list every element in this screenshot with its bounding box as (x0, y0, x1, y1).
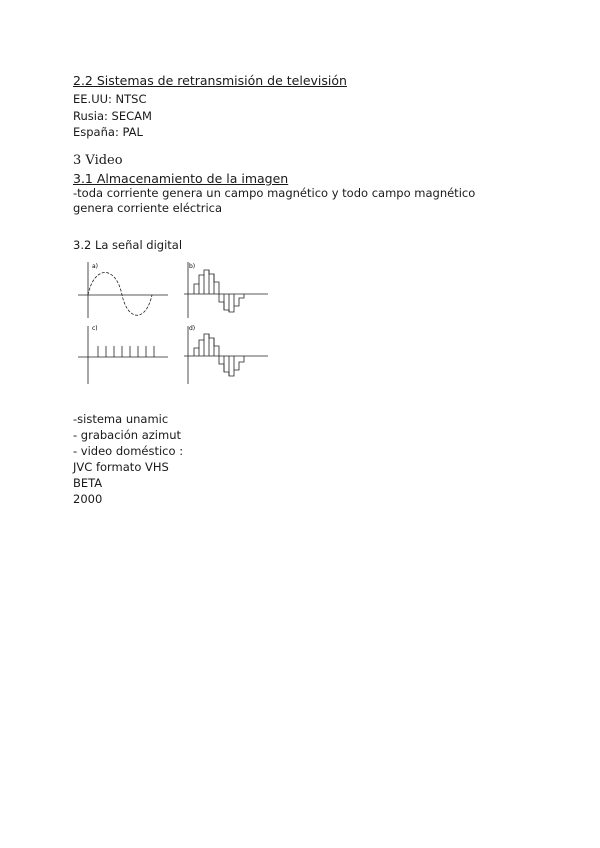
panel-b-steps (194, 270, 244, 312)
note-beta: BETA (73, 476, 103, 490)
tv-system-usa: EE.UU: NTSC (73, 92, 147, 106)
note-jvc-vhs: JVC formato VHS (73, 460, 169, 474)
panel-d (184, 326, 268, 384)
panel-a-label: a) (92, 263, 99, 270)
panel-d-bars (194, 334, 244, 376)
note-2000: 2000 (73, 492, 103, 506)
note-grabacion-azimut: - grabación azimut (73, 428, 182, 442)
panel-a-sine-wave (88, 273, 152, 316)
section-3-2-heading: 3.2 La señal digital (73, 238, 183, 252)
section-3-1-text: -toda corriente genera un campo magnético y todo campo magnético genera corriente eléctrica (73, 186, 476, 215)
note-video-domestico: - video doméstico : (73, 444, 184, 458)
panel-b (184, 262, 268, 318)
panel-c (78, 326, 168, 384)
section-3-1-heading: 3.1 Almacenamiento de la imagen (73, 171, 289, 186)
section-3-heading: 3 Video (73, 153, 123, 168)
tv-system-russia: Rusia: SECAM (73, 108, 152, 123)
panel-d-label: d) (189, 325, 196, 332)
panel-c-label: c) (92, 325, 98, 332)
section-3-1 (73, 171, 513, 216)
panel-b-label: b) (189, 263, 196, 270)
section-2-2-heading: 2.2 Sistemas de retransmisión de televisión (73, 73, 347, 88)
tv-system-spain: España: PAL (73, 125, 143, 139)
digital-signal-figure (76, 260, 276, 390)
note-sistema-unamic: -sistema unamic (73, 412, 169, 426)
panel-a (78, 262, 168, 318)
notes-list (73, 411, 183, 507)
digital-signal-diagram (76, 260, 276, 390)
section-2-2 (73, 74, 347, 142)
